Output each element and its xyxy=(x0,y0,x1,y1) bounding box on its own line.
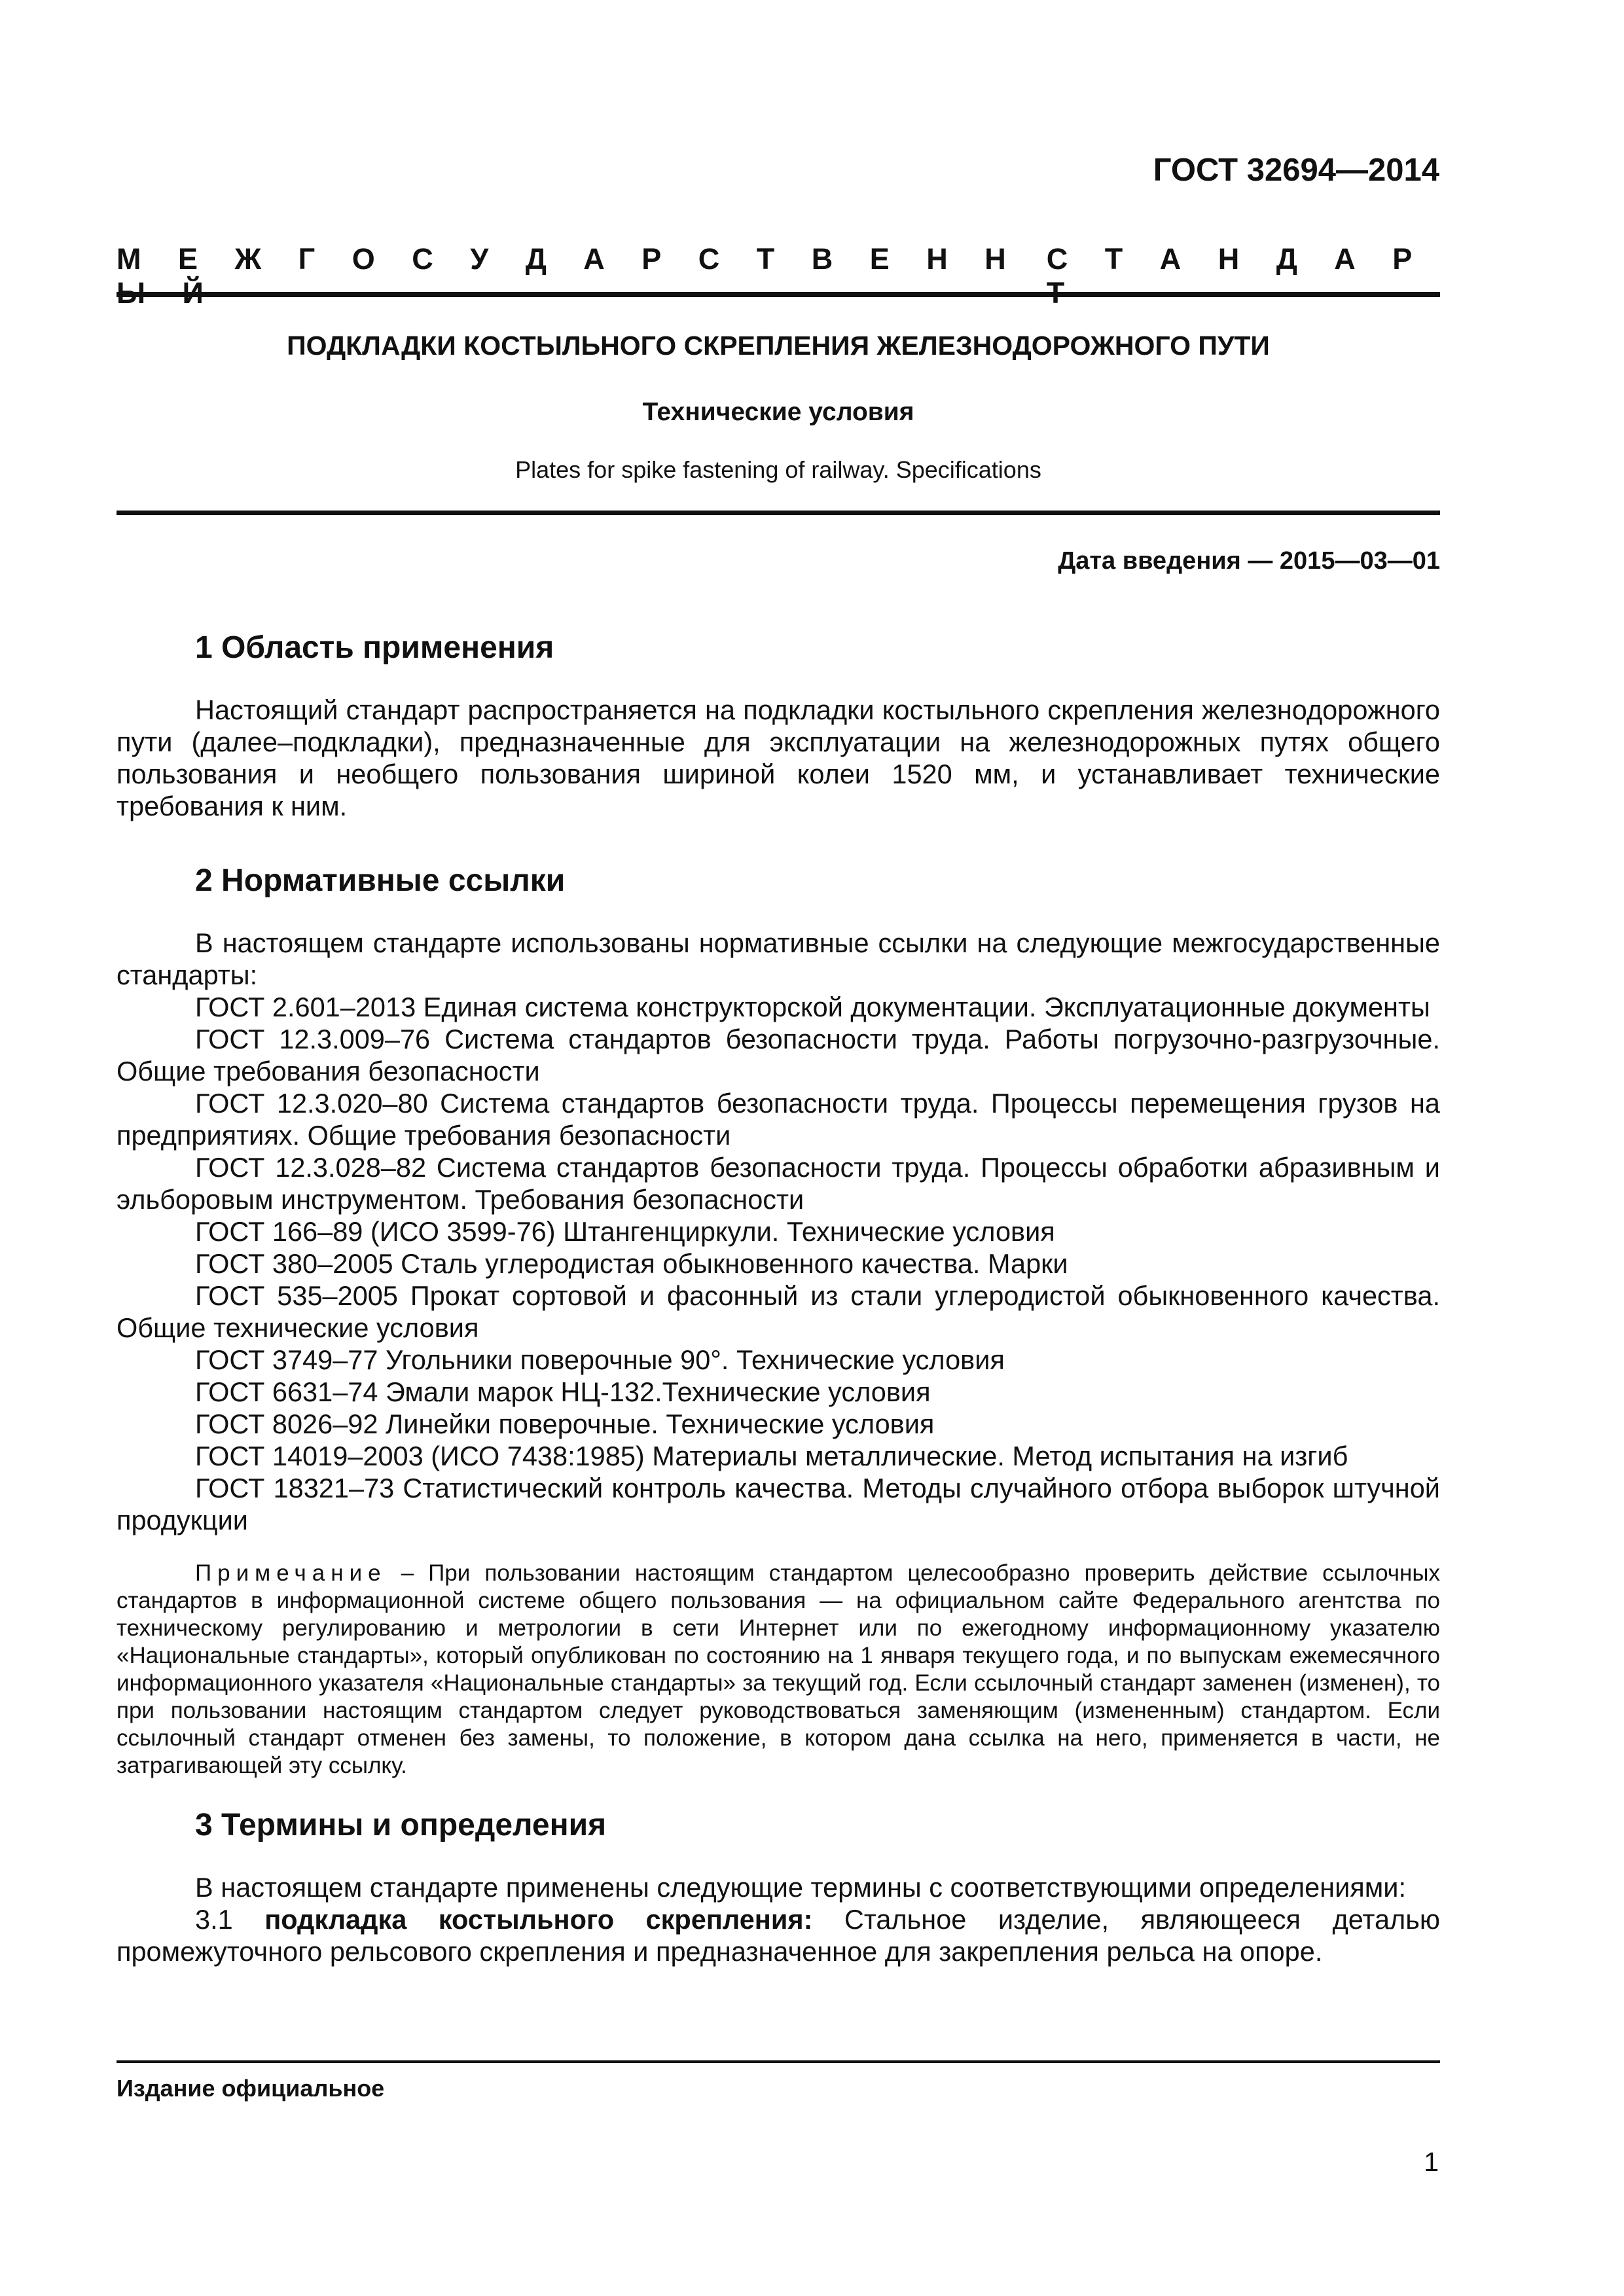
term-definition-text: Стальное изделие, являющееся деталью промежуточного рельсового скрепления и предназначенное для закрепления рельса на опоре. xyxy=(117,1904,1440,1967)
header-rule-bottom xyxy=(117,511,1440,515)
term-definition xyxy=(117,1903,1440,1967)
section-1-heading: 1 Область применения xyxy=(195,630,554,665)
reference-item: ГОСТ 12.3.020–80 Система стандартов безопасности труда. Процессы перемещения грузов на предприятиях. Общие требования безопасности xyxy=(117,1088,1440,1151)
document-subtitle: Технические условия xyxy=(642,398,914,426)
reference-item: ГОСТ 8026–92 Линейки поверочные. Технические условия xyxy=(195,1408,935,1439)
footer-rule xyxy=(117,2060,1440,2063)
section-2-heading: 2 Нормативные ссылки xyxy=(195,863,566,898)
reference-item: ГОСТ 380–2005 Сталь углеродистая обыкновенного качества. Марки xyxy=(195,1248,1068,1279)
reference-item: ГОСТ 166–89 (ИСО 3599-76) Штангенциркули. Технические условия xyxy=(195,1216,1055,1247)
section-3-intro: В настоящем стандарте применены следующие термины с соответствующими определениями: xyxy=(195,1872,1406,1903)
introduction-date: Дата введения — 2015—03—01 xyxy=(1058,547,1440,575)
reference-item: ГОСТ 12.3.009–76 Система стандартов безопасности труда. Работы погрузочно-разгрузочные. Общие требования безопасности xyxy=(117,1024,1440,1086)
standard-type-word-2: С Т А Н Д А Р xyxy=(1046,242,1427,276)
reference-item: ГОСТ 6631–74 Эмали марок НЦ-132.Технические условия xyxy=(195,1376,931,1407)
reference-item: ГОСТ 14019–2003 (ИСО 7438:1985) Материалы металлические. Метод испытания на изгиб xyxy=(195,1441,1348,1471)
document-title: ПОДКЛАДКИ КОСТЫЛЬНОГО СКРЕПЛЕНИЯ ЖЕЛЕЗНОДОРОЖНОГО ПУТИ xyxy=(287,331,1270,361)
note-text: – При пользовании настоящим стандартом целесообразно проверить действие ссылочных стандартов в информационной системе общего пользования — на официальном сайте Федерального агентства по техническому регулированию и метрологии в сети Интернет или по ежегодному информационному указателю «Национальные стандарты», который опубликован по состоянию на 1 января текущего года, и по выпускам ежемесячного информационного указателя «Национальные стандарты» за текущий год. Если ссылочный стандарт заменен (изменен), то при пользовании настоящим стандартом следует руководствоваться заменяющим (измененным) стандартом. Если ссылочный стандарт отменен без замены, то положение, в котором дана ссылка на него, применяется в части, не затрагивающей эту ссылку. xyxy=(117,1560,1440,1778)
reference-item: ГОСТ 535–2005 Прокат сортовой и фасонный из стали углеродистой обыкновенного качества. Общие технические условия xyxy=(117,1280,1440,1343)
reference-item: ГОСТ 12.3.028–82 Система стандартов безопасности труда. Процессы обработки абразивным и эльборовым инструментом. Требования безопасности xyxy=(117,1152,1440,1215)
note xyxy=(117,1560,1440,1780)
reference-list xyxy=(117,991,1440,1536)
edition-label: Издание официальное xyxy=(117,2075,385,2102)
document-code: ГОСТ 32694—2014 xyxy=(1153,152,1439,188)
section-1-text: Настоящий стандарт распространяется на подкладки костыльного скрепления железнодорожного пути (далее–подкладки), предназначенные для эксплуатации на железнодорожных путях общего пользования и необщего пользования шириной колеи 1520 мм, и устанавливает технические требования к ним. xyxy=(117,694,1440,821)
section-2-intro: В настоящем стандарте использованы нормативные ссылки на следующие межгосударственные стандарты: xyxy=(117,927,1440,990)
document-body xyxy=(117,628,1440,1967)
term-number: 3.1 xyxy=(195,1904,265,1935)
note-label: Примечание xyxy=(195,1560,387,1586)
reference-item: ГОСТ 2.601–2013 Единая система конструкторской документации. Эксплуатационные документы xyxy=(195,992,1430,1022)
page-number: 1 xyxy=(1424,2147,1439,2177)
header-rule-top xyxy=(117,292,1440,297)
standard-type-header xyxy=(117,242,1440,310)
reference-item: ГОСТ 18321–73 Статистический контроль качества. Методы случайного отбора выборок штучной продукции xyxy=(117,1473,1440,1535)
reference-item: ГОСТ 3749–77 Угольники поверочные 90°. Технические условия xyxy=(195,1344,1005,1375)
standard-type-word-1: М Е Ж Г О С У Д А Р С Т В Е Н Н xyxy=(117,242,1020,276)
section-3-heading: 3 Термины и определения xyxy=(195,1808,607,1842)
document-title-english: Plates for spike fastening of railway. Specifications xyxy=(515,456,1041,483)
term-name: подкладка костыльного скрепления: xyxy=(264,1904,813,1935)
